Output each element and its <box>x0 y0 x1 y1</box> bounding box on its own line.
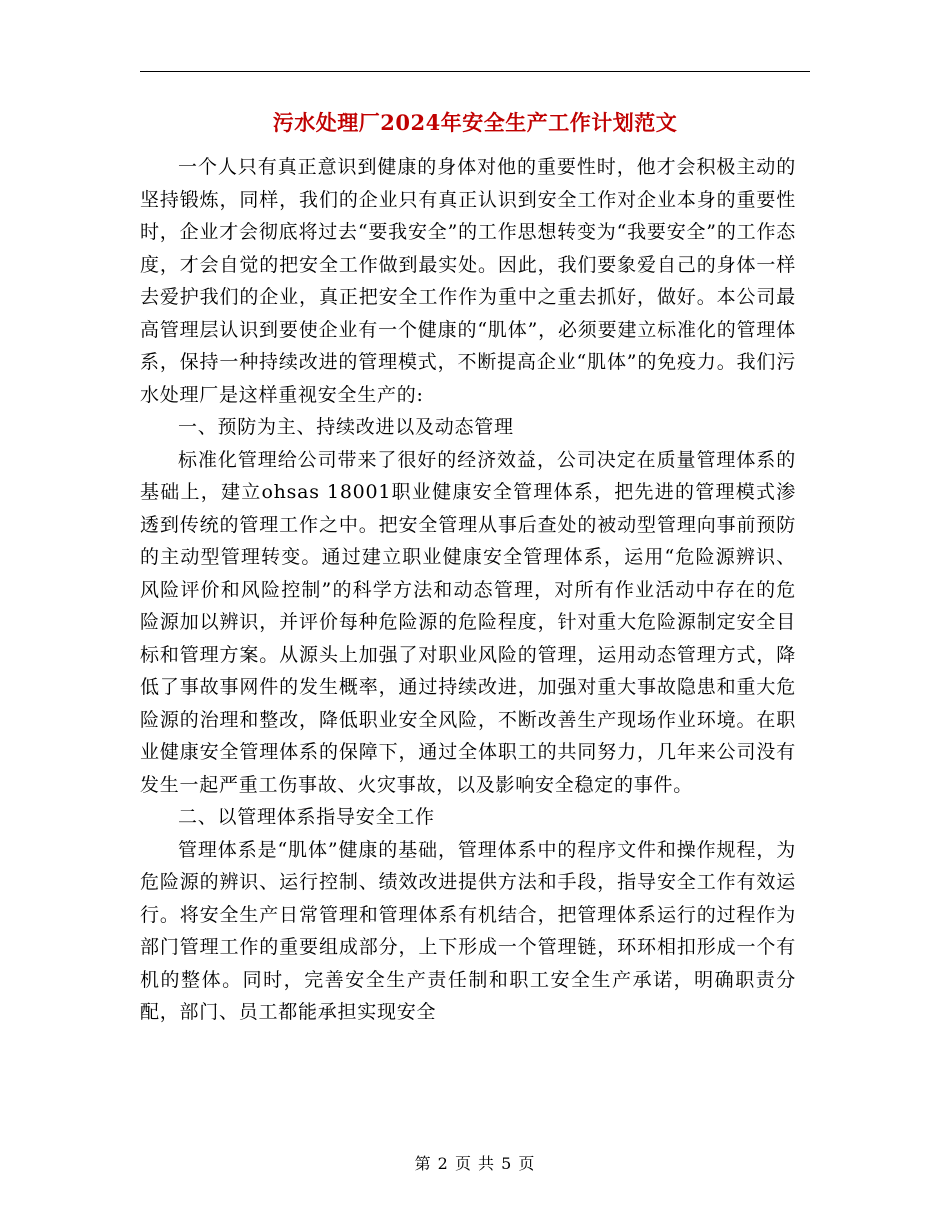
section-heading-1: 一、预防为主、持续改进以及动态管理 <box>178 416 514 438</box>
section-paragraph-1: 标准化管理给公司带来了很好的经济效益，公司决定在质量管理体系的基础上，建立ohsas 18001职业健康安全管理体系，把先进的管理模式渗透到传统的管理工作之中。把安全管理从事后查处的被动型管理向事前预防的主动型管理转变。通过建立职业健康安全管理体系，运用“危险源辨识、风险评价和风险控制”的科学方法和动态管理，对所有作业活动中存在的危险源加以辨识，并评价每种危险源的危险程度，针对重大危险源制定安全目标和管理方案。从源头上加强了对职业风险的管理，运用动态管理方式，降低了事故事网件的发生概率，通过持续改进，加强对重大事故隐患和重大危险源的治理和整改，降低职业安全风险，不断改善生产现场作业环境。在职业健康安全管理体系的保障下，通过全体职工的共同努力，几年来公司没有发生一起严重工伤事故、火灾事故，以及影响安全稳定的事件。 <box>140 448 796 796</box>
section-heading-2: 二、以管理体系指导安全工作 <box>178 806 435 828</box>
page-footer: 第 2 页 共 5 页 <box>414 1154 536 1173</box>
document-title: 污水处理厂2024年安全生产工作计划范文 <box>272 110 678 135</box>
intro-paragraph: 一个人只有真正意识到健康的身体对他的重要性时，他才会积极主动的坚持锻炼，同样，我们的企业只有真正认识到安全工作对企业本身的重要性时，企业才会彻底将过去“要我安全”的工作思想转变为“我要安全”的工作态度，才会自觉的把安全工作做到最实处。因此，我们要象爱自己的身体一样去爱护我们的企业，真正把安全工作作为重中之重去抓好，做好。本公司最高管理层认识到要使企业有一个健康的“肌体”，必须要建立标准化的管理体系，保持一种持续改进的管理模式，不断提高企业“肌体”的免疫力。我们污水处理厂是这样重视安全生产的: <box>140 156 796 406</box>
section-paragraph-2: 管理体系是“肌体”健康的基础，管理体系中的程序文件和操作规程，为危险源的辨识、运行控制、绩效改进提供方法和手段，指导安全工作有效运行。将安全生产日常管理和管理体系有机结合，把管理体系运行的过程作为部门管理工作的重要组成部分，上下形成一个管理链，环环相扣形成一个有机的整体。同时，完善安全生产责任制和职工安全生产承诺，明确职责分配，部门、员工都能承担实现安全 <box>140 838 796 1023</box>
header-rule <box>140 71 810 72</box>
document-body <box>140 151 796 1029</box>
